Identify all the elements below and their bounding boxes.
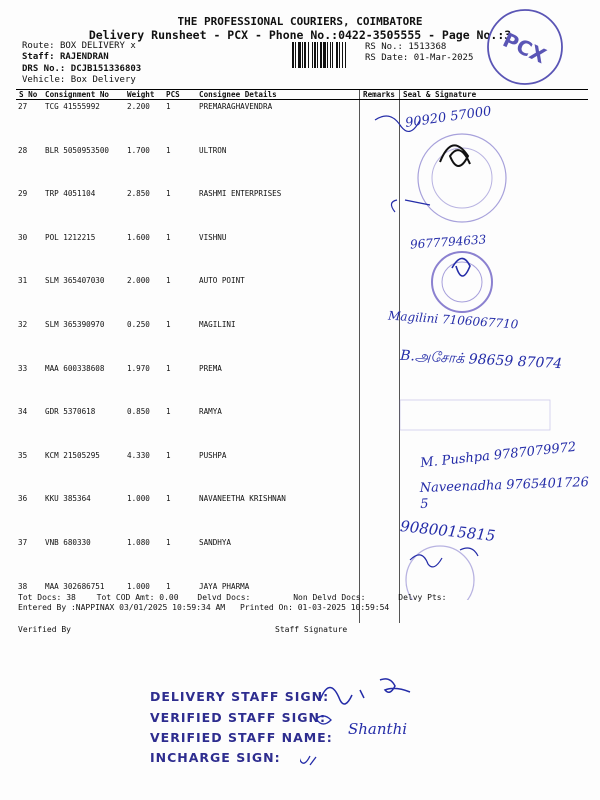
cell-weight: 1.970 xyxy=(127,363,150,373)
cell-consignment: TRP 4051104 xyxy=(45,189,96,199)
cell-pcs: 1 xyxy=(166,189,171,199)
cell-consignee: ULTRON xyxy=(199,145,227,155)
cell-consignment: KKU 385364 xyxy=(45,494,91,504)
cell-remarks xyxy=(360,449,400,493)
barcode-bar xyxy=(332,42,333,68)
rs-date-value: 01-Mar-2025 xyxy=(413,53,474,63)
cell-sno: 35 xyxy=(18,450,28,460)
cell-consignment: MAA 302686751 xyxy=(45,581,105,591)
col-consignment: Consignment No xyxy=(42,90,124,100)
barcode-bar xyxy=(308,42,309,68)
cell-consignee: NAVANEETHA KRISHNAN xyxy=(199,494,286,504)
cell-weight: 1.600 xyxy=(127,232,150,242)
barcode-bar xyxy=(345,42,346,68)
verified-staff-name-handwriting: Shanthi xyxy=(348,720,408,738)
barcode-bar xyxy=(320,42,322,68)
cell-weight: 2.200 xyxy=(127,102,150,111)
handwritten-note: Naveenadha 9765401726 5 xyxy=(419,475,590,513)
table-row xyxy=(16,187,588,231)
cell-sno: 38 xyxy=(18,581,28,591)
cell-pcs: 1 xyxy=(166,363,171,373)
cell-consignee: MAGILINI xyxy=(199,319,236,329)
barcode-bar xyxy=(330,42,331,68)
cell-consignee: JAYA PHARMA xyxy=(199,581,250,591)
table-row xyxy=(16,231,588,275)
col-weight: Weight xyxy=(124,90,163,100)
cell-remarks xyxy=(360,100,400,144)
cell-sno: 28 xyxy=(18,145,28,155)
cell-pcs: 1 xyxy=(166,102,171,111)
cell-consignment: SLM 365407030 xyxy=(45,276,105,286)
handwritten-note: 9080015815 xyxy=(399,517,497,545)
barcode-bar xyxy=(298,42,301,68)
cell-sno: 27 xyxy=(18,102,28,111)
cell-sno: 32 xyxy=(18,319,28,329)
entered-by: Entered By :NAPPINAX 03/01/2025 10:59:34 AM xyxy=(18,603,226,612)
handwritten-note: M. Pushpa 9787079972 xyxy=(419,439,577,472)
totals-line: Tot Docs: 38 Tot COD Amt: 0.00 Delvd Docs: Non Delvd Docs: Delvy Pts: xyxy=(18,593,447,602)
barcode-bar xyxy=(312,42,313,68)
cell-sno: 31 xyxy=(18,276,28,286)
barcode-bar xyxy=(304,42,306,68)
cell-weight: 1.700 xyxy=(127,145,150,155)
table-row xyxy=(16,274,588,318)
cell-sno: 29 xyxy=(18,189,28,199)
barcode-bar xyxy=(327,42,328,68)
vehicle-value: Box Delivery xyxy=(70,75,136,85)
cell-consignee: PREMARAGHAVENDRA xyxy=(199,102,273,111)
cell-pcs: 1 xyxy=(166,145,171,155)
runsheet-title: Delivery Runsheet - PCX - Phone No.:0422-3505555 - Page No.:3 xyxy=(88,28,512,42)
table-row xyxy=(16,536,588,580)
entered-line xyxy=(18,603,389,613)
table-row xyxy=(16,144,588,188)
cell-consignment: KCM 21505295 xyxy=(45,450,100,460)
cell-weight: 0.250 xyxy=(127,319,150,329)
cell-sno: 36 xyxy=(18,494,28,504)
cell-weight: 2.000 xyxy=(127,276,150,286)
cell-consignment: VNB 680330 xyxy=(45,537,91,547)
cell-consignment: GDR 5370618 xyxy=(45,407,96,417)
pcx-stamp-text: PCX xyxy=(499,27,550,69)
cell-remarks xyxy=(360,405,400,449)
barcode-bar xyxy=(336,42,338,68)
cell-consignment: SLM 365390970 xyxy=(45,319,105,329)
cell-remarks xyxy=(360,492,400,536)
cell-sno: 34 xyxy=(18,407,28,417)
cell-weight: 1.000 xyxy=(127,581,150,591)
cell-weight: 0.850 xyxy=(127,407,150,417)
cell-remarks xyxy=(360,187,400,231)
col-consignee: Consignee Details xyxy=(196,90,360,100)
cell-remarks xyxy=(360,144,400,188)
table-row xyxy=(16,405,588,449)
barcode-bar xyxy=(317,42,318,68)
cell-sno: 37 xyxy=(18,537,28,547)
cell-pcs: 1 xyxy=(166,450,171,460)
barcode-bar xyxy=(292,42,294,68)
rs-no-line: RS No.: 1513368 xyxy=(365,42,447,52)
cell-consignee: RASHMI ENTERPRISES xyxy=(199,189,282,199)
pcx-stamp xyxy=(484,6,566,88)
cell-remarks xyxy=(360,536,400,580)
cell-consignee: SANDHYA xyxy=(199,537,232,547)
cell-weight: 4.330 xyxy=(127,450,150,460)
cell-pcs: 1 xyxy=(166,537,171,547)
stamp-verified-staff-name: VERIFIED STAFF NAME: xyxy=(150,730,333,745)
cell-pcs: 1 xyxy=(166,494,171,504)
barcode-bar xyxy=(339,42,340,68)
col-remarks: Remarks xyxy=(360,90,400,100)
stamp-delivery-staff-sign: DELIVERY STAFF SIGN: xyxy=(150,689,330,704)
cell-consignment: BLR 5050953500 xyxy=(45,145,110,155)
barcode-bar xyxy=(295,42,296,68)
cell-consignment: MAA 600338608 xyxy=(45,363,105,373)
cell-weight: 1.000 xyxy=(127,494,150,504)
cell-seal-signature xyxy=(400,187,589,231)
cell-pcs: 1 xyxy=(166,407,171,417)
cell-consignment: TCG 41555992 xyxy=(45,102,100,111)
cell-consignee: AUTO POINT xyxy=(199,276,245,286)
staff-signature-label: Staff Signature xyxy=(275,625,348,634)
cell-consignee: PREMA xyxy=(199,363,222,373)
table-header-row xyxy=(16,90,588,100)
cell-weight: 2.850 xyxy=(127,189,150,199)
cell-pcs: 1 xyxy=(166,581,171,591)
cell-remarks xyxy=(360,231,400,275)
handwritten-note: 9677794633 xyxy=(409,232,487,252)
stamp-incharge-sign: INCHARGE SIGN: xyxy=(150,750,281,765)
handwritten-note: 90920 57000 xyxy=(404,104,493,131)
cell-consignee: RAMYA xyxy=(199,407,222,417)
cell-sno: 30 xyxy=(18,232,28,242)
cell-sno: 33 xyxy=(18,363,28,373)
barcode-bar xyxy=(314,42,316,68)
staff-line: Staff: RAJENDRAN xyxy=(22,52,109,62)
handwritten-note: B.அசோக் 98659 87074 xyxy=(399,347,563,373)
stamp-verified-staff-sign: VERIFIED STAFF SIGN: xyxy=(150,710,326,725)
cell-consignee: VISHNU xyxy=(199,232,227,242)
barcode-bar xyxy=(323,42,326,68)
cell-seal-signature xyxy=(400,144,589,188)
printed-on: Printed On: 01-03-2025 10:59:54 xyxy=(239,603,390,612)
col-seal-signature: Seal & Signature xyxy=(400,90,589,100)
rs-no-value: 1513368 xyxy=(408,42,447,52)
verified-by-label: Verified By xyxy=(18,625,71,634)
drs-line: DRS No.: DCJB151336803 xyxy=(22,64,142,74)
col-sno: S No xyxy=(16,90,42,100)
cell-pcs: 1 xyxy=(166,319,171,329)
bottom-signatures xyxy=(300,660,460,780)
col-pcs: PCS xyxy=(163,90,196,100)
cell-weight: 1.080 xyxy=(127,537,150,547)
cell-remarks xyxy=(360,318,400,362)
cell-consignment: POL 1212215 xyxy=(45,232,96,242)
rs-date-line: RS Date: 01-Mar-2025 xyxy=(365,53,474,63)
barcode-bar xyxy=(302,42,303,68)
cell-remarks xyxy=(360,362,400,406)
tot-cod-value: 0.00 xyxy=(159,593,179,602)
barcode-bar xyxy=(342,42,343,68)
company-name: THE PROFESSIONAL COURIERS, COIMBATORE xyxy=(177,15,423,28)
cell-pcs: 1 xyxy=(166,232,171,242)
tot-docs-value: 38 xyxy=(66,593,76,602)
route-value: BOX DELIVERY x xyxy=(59,41,136,51)
vehicle-line: Vehicle: Box Delivery xyxy=(22,75,136,85)
cell-consignee: PUSHPA xyxy=(199,450,227,460)
drs-value: DCJB151336803 xyxy=(70,64,142,74)
route-line: Route: BOX DELIVERY x xyxy=(22,41,136,51)
barcode-image xyxy=(292,42,356,68)
staff-value: RAJENDRAN xyxy=(59,52,109,62)
cell-pcs: 1 xyxy=(166,276,171,286)
table-row xyxy=(16,100,588,144)
handwritten-note: Magilini 7106067710 xyxy=(387,308,519,332)
